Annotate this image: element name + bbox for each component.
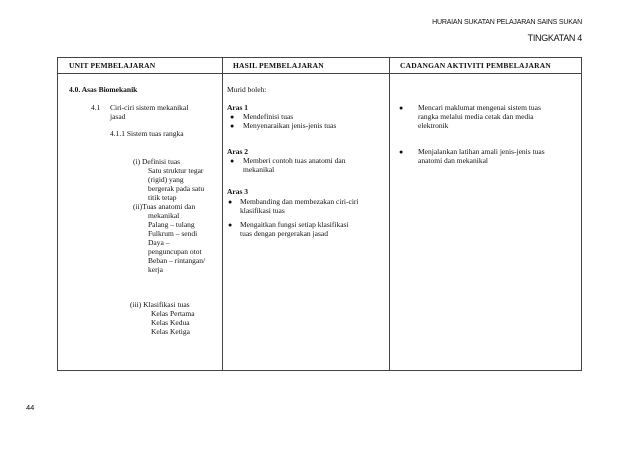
item-iii-line: Kelas Ketiga — [151, 327, 190, 336]
item-ii-line: mekanikal — [148, 211, 180, 220]
item-i-line: (i) Definisi tuas — [133, 157, 181, 166]
item-i-line: Satu struktur tegar — [148, 166, 204, 175]
activity-line: anatomi dan mekanikal — [418, 156, 488, 165]
item-i-line: titik tetap — [148, 193, 177, 202]
form-level: TINGKATAN 4 — [527, 33, 582, 43]
column-divider — [222, 58, 223, 370]
item-iii-line: Kelas Pertama — [151, 309, 195, 318]
item-iii-line: (iii) Klasifikasi tuas — [130, 300, 190, 309]
item-ii-line: penguncupan otot — [148, 247, 202, 256]
syllabus-table — [57, 57, 582, 371]
unit-sub-number: 4.1 — [91, 103, 101, 112]
bullet-icon: ● — [230, 122, 235, 130]
bullet-icon: ● — [230, 157, 235, 165]
item-i-line: bergerak pada satu — [148, 184, 205, 193]
outcome-item: Membanding dan membezakan ciri-ciri — [240, 197, 359, 206]
item-iii-line: Kelas Kedua — [151, 318, 190, 327]
activity-line: elektronik — [418, 121, 449, 130]
item-ii-line: Palang – tulang — [148, 220, 195, 229]
bullet-icon: ● — [399, 148, 404, 156]
item-i-line: (rigid) yang — [148, 175, 184, 184]
document-title: HURAIAN SUKATAN PELAJARAN SAINS SUKAN — [432, 19, 582, 26]
outcome-item: Mengaitkan fungsi setiap klasifikasi — [240, 220, 349, 229]
item-ii-line: Beban – rintangan/ — [148, 256, 206, 265]
outcome-item: Memberi contoh tuas anatomi dan — [243, 156, 346, 165]
col-header-unit: UNIT PEMBELAJARAN — [69, 61, 156, 70]
bullet-icon: ● — [228, 198, 233, 206]
aras-2-label: Aras 2 — [227, 147, 249, 156]
outcome-item: Menyenaraikan jenis-jenis tuas — [243, 121, 337, 130]
unit-subsub: 4.1.1 Sistem tuas rangka — [110, 129, 184, 138]
column-divider — [389, 58, 390, 370]
col-header-outcomes: HASIL PEMBELAJARAN — [233, 61, 324, 70]
page-number: 44 — [26, 403, 35, 412]
bullet-icon: ● — [228, 221, 233, 229]
bullet-icon: ● — [230, 113, 235, 121]
item-ii-line: Fulkrum – sendi — [148, 229, 198, 238]
outcomes-intro: Murid boleh: — [227, 85, 267, 94]
outcome-item: tuas dengan pergerakan jasad — [240, 229, 328, 238]
item-ii-line: (ii)Tuas anatomi dan — [133, 202, 196, 211]
outcome-item: klasifikasi tuas — [240, 206, 285, 215]
outcome-item: Mendefinisi tuas — [243, 112, 294, 121]
item-ii-line: kerja — [148, 265, 163, 274]
bullet-icon: ● — [399, 104, 404, 112]
outcome-item: mekanikal — [243, 165, 275, 174]
activity-line: rangka melalui media cetak dan media — [418, 112, 534, 121]
aras-1-label: Aras 1 — [227, 103, 249, 112]
activity-line: Mencari maklumat mengenai sistem tuas — [418, 103, 541, 112]
unit-sub-line: Ciri-ciri sistem mekanikal — [110, 103, 189, 112]
item-ii-line: Daya – — [148, 238, 170, 247]
activity-line: Menjalankan latihan amali jenis-jenis tuas — [418, 147, 545, 156]
unit-sub-line: jasad — [110, 112, 126, 121]
col-header-activities: CADANGAN AKTIVITI PEMBELAJARAN — [400, 61, 552, 70]
aras-3-label: Aras 3 — [227, 187, 249, 196]
unit-title: 4.0. Asas Biomekanik — [69, 85, 138, 94]
